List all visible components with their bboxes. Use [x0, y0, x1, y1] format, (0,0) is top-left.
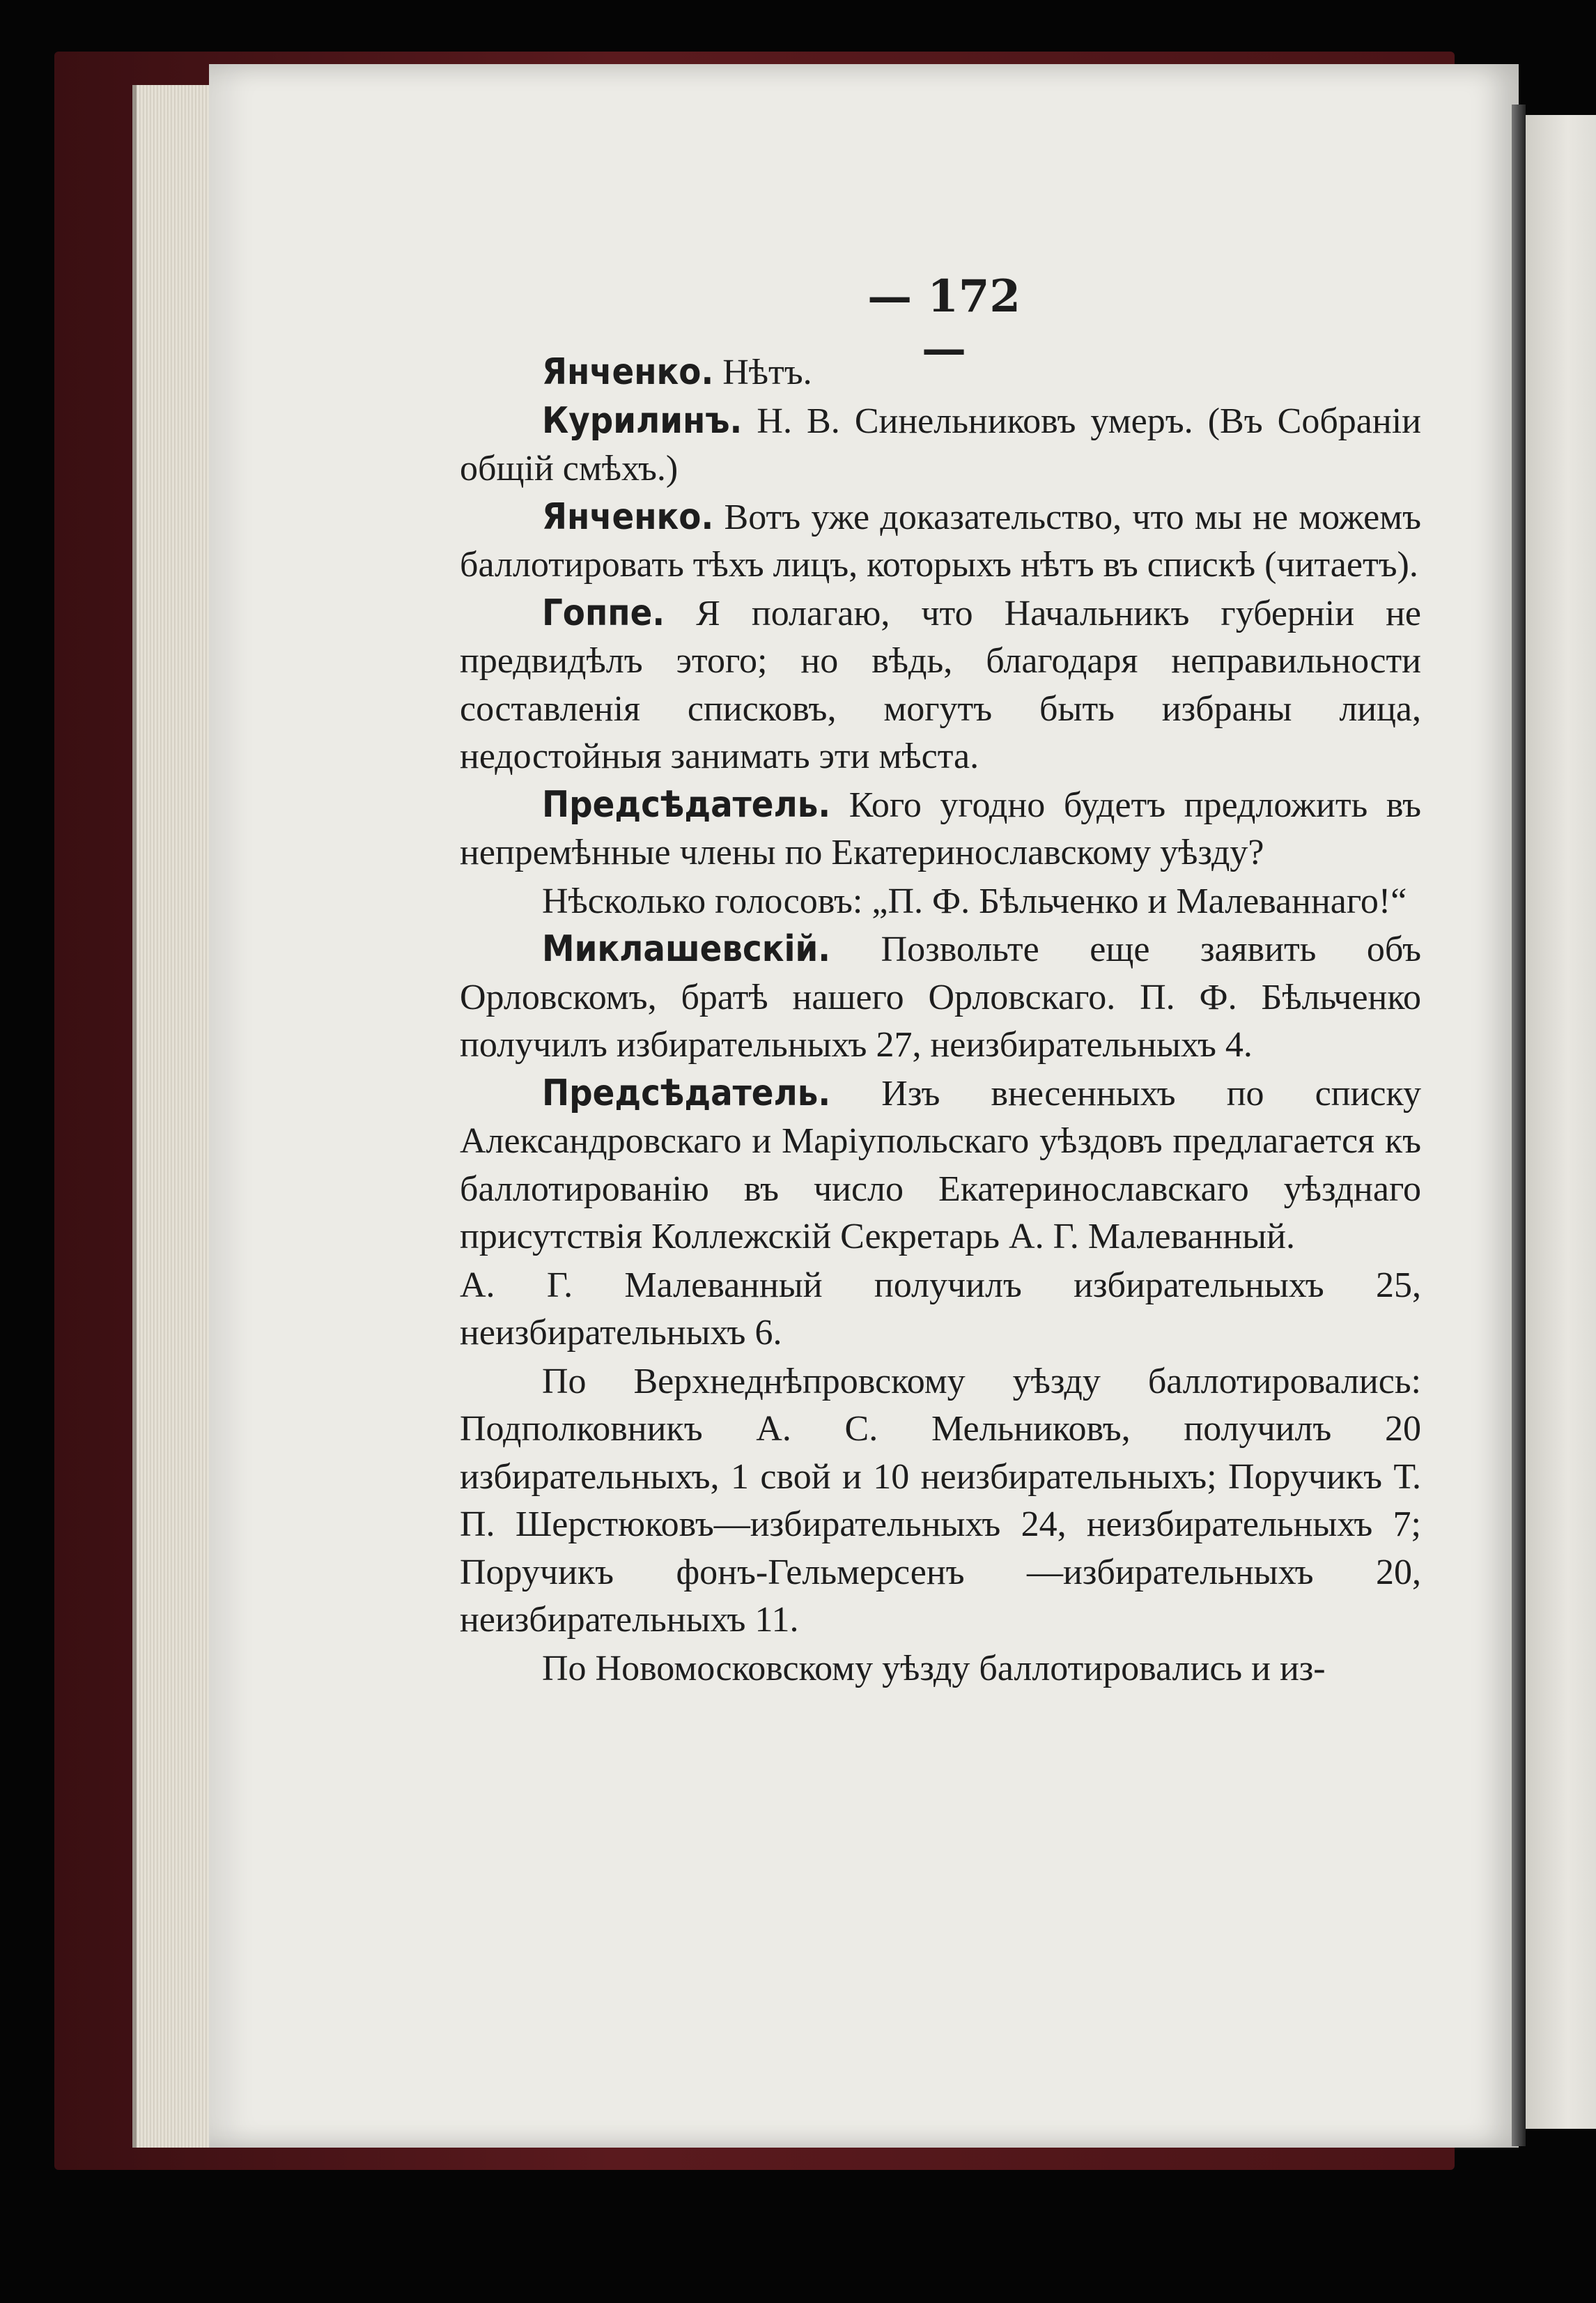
paragraph — [460, 348, 1421, 397]
paragraph — [460, 1645, 1421, 1693]
paragraph-text: Вотъ уже доказательство, что мы не можемъ баллотировать тѣхъ лицъ, которыхъ нѣтъ въ спискѣ (читаетъ). — [460, 497, 1421, 585]
paragraph-text: Нѣтъ. — [713, 353, 812, 392]
paragraph — [460, 925, 1421, 1070]
speaker-name: Миклашевскій. — [542, 928, 831, 970]
page-number: — 172 — — [867, 270, 1021, 375]
paragraph — [460, 493, 1421, 590]
facing-page-edge — [1526, 115, 1596, 2129]
paragraph-text: Я полагаю, что Начальникъ губерніи не предвидѣлъ этого; но вѣдь, благодаря неправильности составленія списковъ, могутъ быть избраны лица, недостойныя занимать эти мѣста. — [460, 593, 1421, 776]
paragraph — [460, 397, 1421, 493]
paragraph-text: Позвольте еще заявить объ Орловскомъ, братѣ нашего Орловскаго. П. Ф. Бѣльченко получилъ избирательныхъ 27, неизбирательныхъ 4. — [460, 930, 1421, 1065]
paragraph — [460, 781, 1421, 877]
book-gutter — [1512, 105, 1526, 2146]
paragraph-text: А. Г. Малеванный получилъ избирательныхъ 25, неизбирательныхъ 6. — [460, 1265, 1421, 1353]
speaker-name: Предсѣдатель. — [542, 1072, 831, 1114]
paragraph-text: По Верхнеднѣпровскому уѣзду баллотировались: Подполковникъ А. С. Мельниковъ, получилъ 20 избирательныхъ, 1 свой и 10 неизбирательныхъ; Поручикъ Т. П. Шерстюковъ—избирательныхъ 24, неизбирательныхъ 7; Поручикъ фонъ-Гельмерсенъ —избирательныхъ 20, неизбирательныхъ 11. — [460, 1361, 1421, 1640]
paragraph-text: Н. В. Синельниковъ умеръ. (Въ Собраніи общій смѣхъ.) — [460, 401, 1421, 488]
paragraph-text: По Новомосковскому уѣзду баллотировались и из- — [542, 1648, 1326, 1688]
paragraph — [460, 1357, 1421, 1645]
speaker-name: Янченко. — [542, 351, 714, 393]
paragraph — [460, 1261, 1421, 1357]
body-text — [460, 348, 1421, 1693]
paragraph-text: Нѣсколько голосовъ: „П. Ф. Бѣльченко и Малеваннаго!“ — [542, 881, 1407, 921]
speaker-name: Янченко. — [542, 495, 714, 538]
paragraph-text: Изъ внесенныхъ по списку Александровскаго и Маріупольскаго уѣздовъ предлагается къ баллотированію въ число Екатеринославскаго уѣзднаго присутствія Коллежскій Секретарь А. Г. Малеванный. — [460, 1073, 1421, 1256]
speaker-name: Гоппе. — [542, 592, 665, 634]
paragraph — [460, 1070, 1421, 1261]
paragraph — [460, 590, 1421, 781]
speaker-name: Предсѣдатель. — [542, 783, 831, 826]
paragraph — [460, 877, 1421, 926]
paragraph-text: Кого угодно будетъ предложить въ непремѣнные члены по Екатеринославскому уѣзду? — [460, 785, 1421, 872]
speaker-name: Курилинъ. — [542, 399, 743, 442]
